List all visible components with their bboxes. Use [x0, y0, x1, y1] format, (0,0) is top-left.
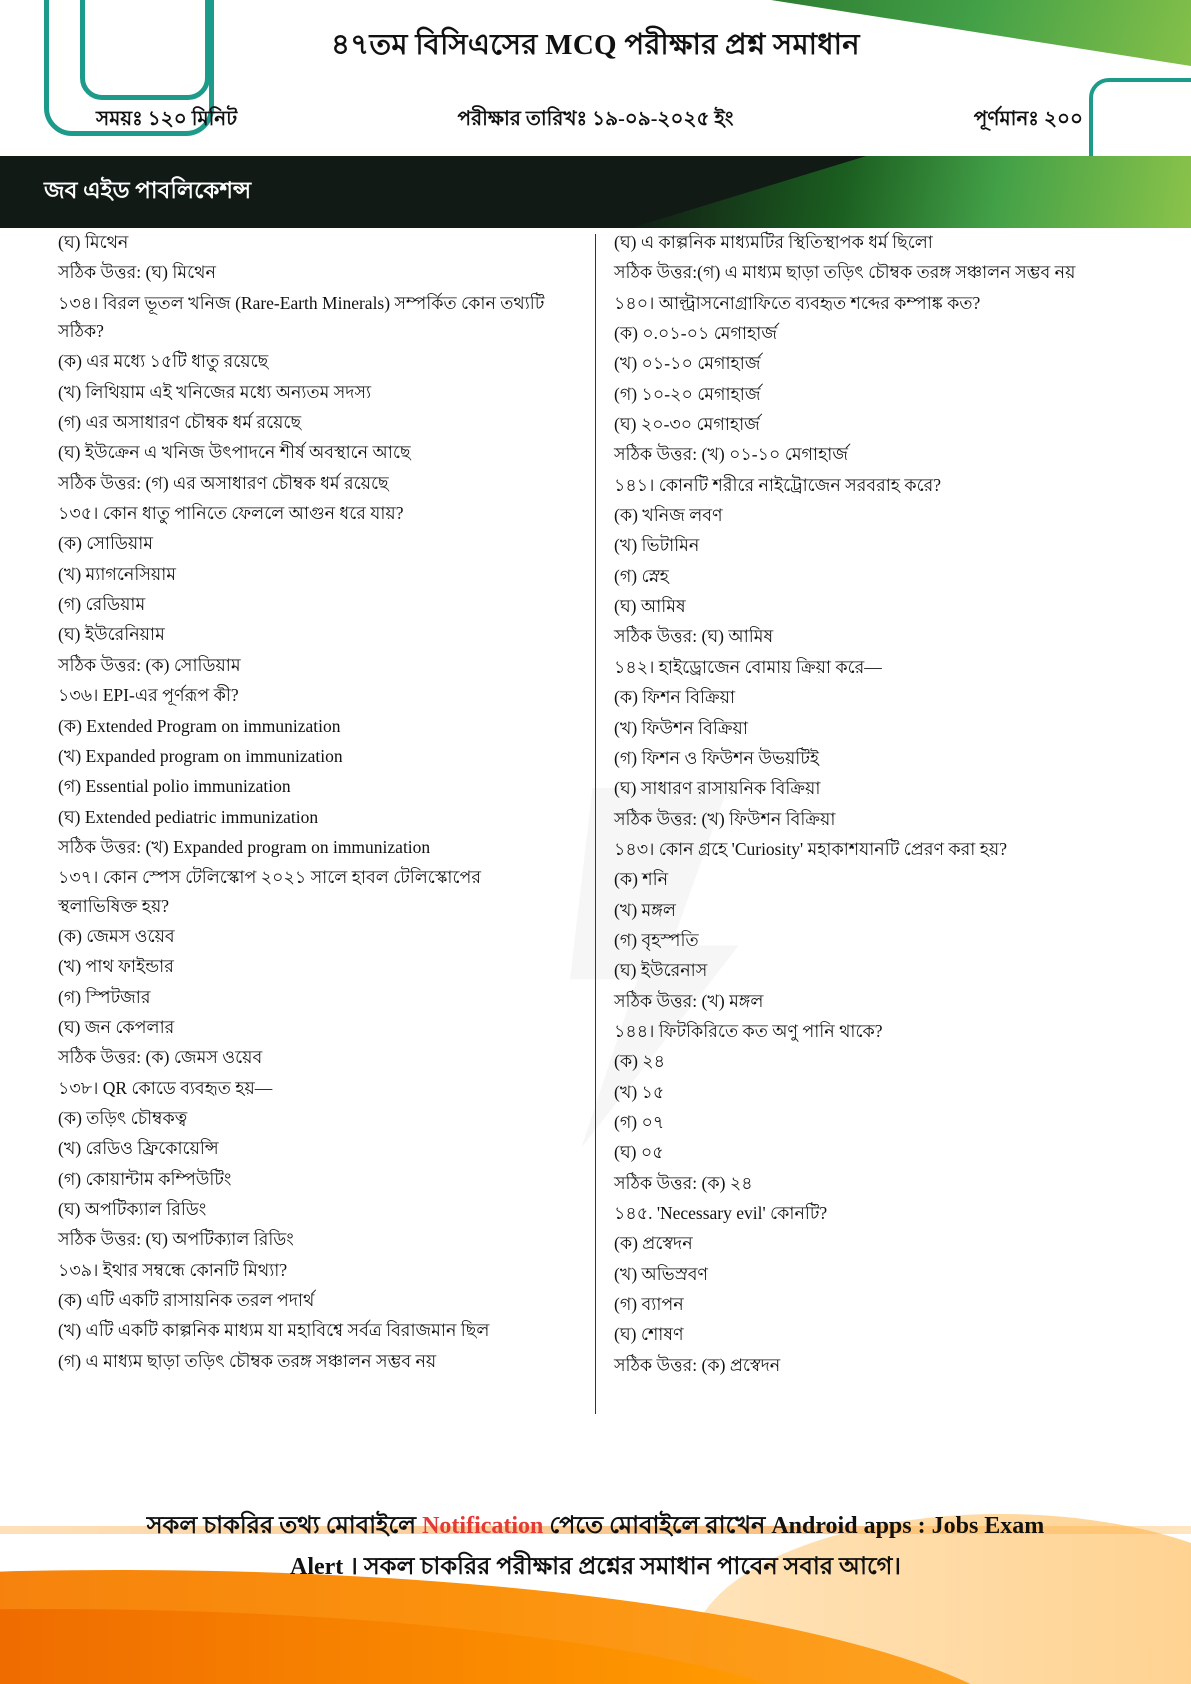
question-line: ১৪০। আল্ট্রাসনোগ্রাফিতে ব্যবহৃত শব্দের কম্পাঙ্ক কত?	[614, 292, 981, 313]
option-line: (ঘ) সাধারণ রাসায়নিক বিক্রিয়া	[614, 778, 821, 799]
option-line: (খ) লিথিয়াম এই খনিজের মধ্যে অন্যতম সদস্য	[58, 381, 372, 402]
footer-promo-text	[0, 1506, 1191, 1588]
option-line: (ক) সোডিয়াম	[58, 533, 153, 554]
option-line: (ঘ) ইউক্রেন এ খনিজ উৎপাদনে শীর্ষ অবস্থানে আছে	[58, 442, 411, 463]
question-line: ১৪১। কোনটি শরীরে নাইট্রোজেন সরবরাহ করে?	[614, 474, 942, 495]
option-line: (গ) ১০-২০ মেগাহার্জ	[614, 383, 761, 404]
option-line: (ঘ) ইউরেনাস	[614, 960, 708, 981]
option-line: (গ) ০৭	[614, 1111, 665, 1132]
answer-line: সঠিক উত্তর: (খ) মঙ্গল	[614, 990, 764, 1011]
option-line: (ঘ) জন কেপলার	[58, 1016, 175, 1037]
answer-line: সঠিক উত্তর: (খ) Expanded program on immunization	[58, 836, 431, 857]
publisher-name: জব এইড পাবলিকেশন্স	[44, 178, 252, 203]
option-line: (ঘ) ০৫	[614, 1142, 664, 1163]
option-line: (খ) Expanded program on immunization	[58, 745, 343, 766]
question-line: ১৩৬। EPI-এর পূর্ণরূপ কী?	[58, 685, 239, 706]
option-line: (ঘ) আমিষ	[614, 596, 686, 617]
option-line: (ঘ) অপটিক্যাল রিডিং	[58, 1199, 207, 1219]
answer-line: সঠিক উত্তর: (ঘ) আমিষ	[614, 626, 774, 647]
answer-line: সঠিক উত্তর: (ক) ২৪	[614, 1172, 753, 1193]
question-line: ১৪৪। ফিটকিরিতে কত অণু পানি থাকে?	[614, 1020, 883, 1041]
option-line: (ক) জেমস ওয়েব	[58, 925, 175, 946]
option-line: (খ) ০১-১০ মেগাহার্জ	[614, 353, 761, 374]
question-line: ১৪২। হাইড্রোজেন বোমায় ক্রিয়া করে—	[614, 656, 882, 677]
option-line: (খ) পাথ ফাইন্ডার	[58, 956, 174, 977]
option-line: (ঘ) শোষণ	[614, 1324, 684, 1345]
answer-line: সঠিক উত্তর: (ঘ) মিথেন	[58, 262, 216, 283]
question-line: ১৩৪। বিরল ভূতল খনিজ (Rare-Earth Minerals) সম্পর্কিত কোন তথ্যটি সঠিক?	[58, 292, 545, 342]
option-line: (ক) এর মধ্যে ১৫টি ধাতু রয়েছে	[58, 351, 269, 372]
page-header	[0, 0, 1191, 228]
option-line: (গ) বৃহস্পতি	[614, 929, 699, 950]
footer-text-part1: সকল চাকরির তথ্য মোবাইলে	[146, 1513, 423, 1540]
option-line: (খ) রেডিও ফ্রিকোয়েন্সি	[58, 1138, 219, 1159]
option-line: (ক) ০.০১-০১ মেগাহার্জ	[614, 323, 777, 344]
option-line: (গ) স্নেহ	[614, 565, 669, 586]
column-left	[58, 228, 558, 1377]
page-footer	[0, 1424, 1191, 1684]
column-right	[614, 228, 1114, 1381]
exam-total-marks: পূর্ণমানঃ ২০০	[973, 108, 1083, 130]
exam-meta-row	[0, 104, 1191, 144]
option-line: (গ) ব্যাপন	[614, 1294, 684, 1315]
page-title: ৪৭তম বিসিএসের MCQ পরীক্ষার প্রশ্ন সমাধান	[331, 29, 860, 61]
option-line: (গ) ফিশন ও ফিউশন উভয়টিই	[614, 747, 819, 768]
option-line: (গ) Essential polio immunization	[58, 776, 291, 797]
option-line: (ক) এটি একটি রাসায়নিক তরল পদার্থ	[58, 1290, 315, 1311]
footer-text-part2: পেতে মোবাইলে রাখেন Android apps : Jobs Exam	[543, 1513, 1045, 1540]
option-line: (গ) এর অসাধারণ চৌম্বক ধর্ম রয়েছে	[58, 412, 302, 433]
question-line: ১৩৭। কোন স্পেস টেলিস্কোপ ২০২১ সালে হাবল টেলিস্কোপের স্থলাভিষিক্ত হয়?	[58, 867, 482, 916]
question-line: ১৩৫। কোন ধাতু পানিতে ফেললে আগুন ধরে যায়?	[58, 503, 404, 524]
option-line: (ক) শনি	[614, 869, 669, 890]
option-line: (গ) কোয়ান্টাম কম্পিউটিং	[58, 1168, 232, 1189]
option-line: (খ) এটি একটি কাল্পনিক মাধ্যম যা মহাবিশ্বে সর্বত্র বিরাজমান ছিল	[58, 1320, 490, 1341]
option-line: (খ) অভিস্রবণ	[614, 1263, 709, 1284]
option-line: (ক) প্রস্বেদন	[614, 1233, 693, 1254]
option-line: (খ) ভিটামিন	[614, 535, 700, 556]
option-line: (খ) ফিউশন বিক্রিয়া	[614, 717, 748, 738]
option-line: (ঘ) এ কাল্পনিক মাধ্যমটির স্থিতিস্থাপক ধর্ম ছিলো	[614, 232, 933, 252]
option-line: (ক) ২৪	[614, 1051, 666, 1072]
question-line: ১৪৩। কোন গ্রহে 'Curiosity' মহাকাশযানটি প্রেরণ করা হয়?	[614, 838, 1008, 859]
answer-line: সঠিক উত্তর: (খ) ০১-১০ মেগাহার্জ	[614, 444, 849, 465]
option-line: (গ) এ মাধ্যম ছাড়া তড়িৎ চৌম্বক তরঙ্গ সঞ্চালন সম্ভব নয়	[58, 1350, 437, 1371]
answer-line: সঠিক উত্তর: (ঘ) অপটিক্যাল রিডিং	[58, 1229, 294, 1250]
answer-line: সঠিক উত্তর: (ক) জেমস ওয়েব	[58, 1047, 263, 1068]
question-content	[0, 228, 1191, 1424]
question-line: ১৩৮। QR কোডে ব্যবহৃত হয়—	[58, 1077, 273, 1098]
text-line: (ঘ) মিথেন	[58, 232, 129, 252]
option-line: (ক) খনিজ লবণ	[614, 505, 723, 526]
option-line: (গ) রেডিয়াম	[58, 594, 146, 615]
option-line: (ঘ) Extended pediatric immunization	[58, 806, 319, 827]
answer-line: সঠিক উত্তর: (ক) সোডিয়াম	[58, 654, 241, 675]
exam-duration: সময়ঃ ১২০ মিনিট	[96, 108, 238, 130]
exam-date: পরীক্ষার তারিখঃ ১৯-০৯-২০২৫ ইং	[457, 108, 734, 130]
footer-highlight-notification: Notification	[422, 1513, 544, 1540]
option-line: (ক) Extended Program on immunization	[58, 715, 341, 736]
option-line: (খ) ১৫	[614, 1081, 665, 1102]
option-line: (খ) ম্যাগনেসিয়াম	[58, 563, 177, 584]
answer-line: সঠিক উত্তর:(গ) এ মাধ্যম ছাড়া তড়িৎ চৌম্বক তরঙ্গ সঞ্চালন সম্ভব নয়	[614, 262, 1076, 283]
footer-text-line2: Alert । সকল চাকরির পরীক্ষার প্রশ্নের সমাধান পাবেন সবার আগে।	[290, 1554, 901, 1581]
answer-line: সঠিক উত্তর: (খ) ফিউশন বিক্রিয়া	[614, 808, 836, 829]
option-line: (গ) স্পিটজার	[58, 986, 151, 1007]
option-line: (ঘ) ২০-৩০ মেগাহার্জ	[614, 414, 760, 435]
option-line: (খ) মঙ্গল	[614, 899, 676, 920]
answer-line: সঠিক উত্তর: (ক) প্রস্বেদন	[614, 1354, 781, 1375]
option-line: (ক) ফিশন বিক্রিয়া	[614, 687, 736, 708]
option-line: (ঘ) ইউরেনিয়াম	[58, 624, 165, 645]
option-line: (ক) তড়িৎ চৌম্বকত্ব	[58, 1107, 188, 1128]
column-divider	[595, 234, 596, 1414]
question-line: ১৩৯। ইথার সম্বন্ধে কোনটি মিথ্যা?	[58, 1259, 288, 1280]
question-line: ১৪৫. 'Necessary evil' কোনটি?	[614, 1203, 828, 1223]
answer-line: সঠিক উত্তর: (গ) এর অসাধারণ চৌম্বক ধর্ম রয়েছে	[58, 472, 389, 493]
